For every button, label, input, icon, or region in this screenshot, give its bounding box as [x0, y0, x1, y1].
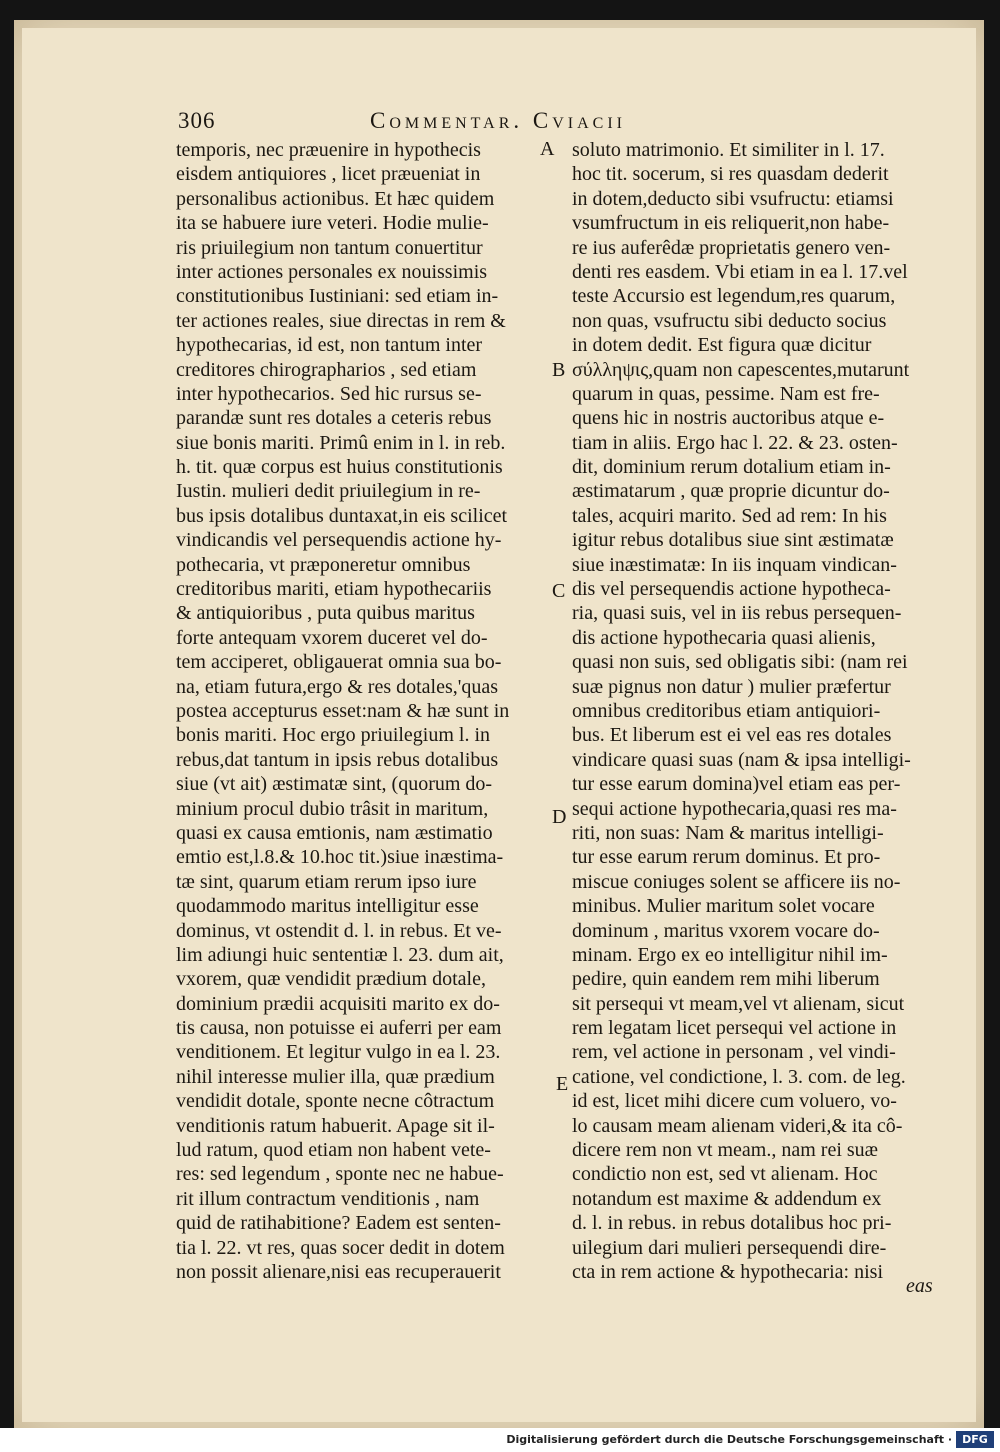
left-column-line: emtio est,l.8.& 10.hoc tit.)siue inæstima- [176, 846, 504, 869]
left-column-line: ris priuilegium non tantum conuertitur [176, 236, 483, 259]
right-column-line: lo causam meam alienam videri,& ita cô- [572, 1114, 903, 1137]
left-column-line: parandæ sunt res dotales a ceteris rebus [176, 407, 492, 430]
left-column-line: quasi ex causa emtionis, nam æstimatio [176, 821, 493, 844]
right-column-line: dis actione hypothecaria quasi alienis, [572, 626, 876, 649]
left-column-line: creditoribus mariti, etiam hypothecariis [176, 578, 492, 601]
right-column-line: hoc tit. socerum, si res quasdam dederit [572, 163, 889, 186]
left-column-line: minium procul dubio trâsit in maritum, [176, 797, 489, 820]
left-column-line: lim adiungi huic sententiæ l. 23. dum ait, [176, 943, 504, 966]
right-column-line: siue inæstimatæ: In iis inquam vindican- [572, 553, 897, 576]
margin-letter-b: B [552, 359, 566, 381]
left-column-line: venditionem. Et legitur vulgo in ea l. 23. [176, 1041, 501, 1064]
left-column-line: nihil interesse mulier illa, quæ prædium [176, 1065, 495, 1088]
left-column-line: ter actiones reales, siue directas in rem & [176, 309, 506, 332]
right-column-line: suæ pignus non datur ) mulier præfertur [572, 675, 891, 698]
right-column-line: sequi actione hypothecaria,quasi res ma- [572, 797, 897, 820]
right-column-line: æstimatarum , quæ proprie dicuntur do- [572, 480, 890, 503]
right-column-line: in dotem,deducto sibi vsufructu: etiamsi [572, 187, 894, 210]
right-column-line: notandum est maxime & addendum ex [572, 1187, 882, 1210]
right-column-line: dominum , maritus vxorem vocare do- [572, 919, 880, 942]
right-column-line: uilegium dari mulieri persequendi dire- [572, 1236, 887, 1259]
right-column-line: σύλληψις,quam non capescentes,mutarunt [572, 358, 910, 381]
left-column-line: siue (vt ait) æstimatæ sint, (quorum do- [176, 773, 493, 796]
right-column-line: quens hic in nostris auctoribus atque e- [572, 407, 885, 430]
left-column-line: & antiquioribus , puta quibus maritus [176, 602, 475, 625]
right-column-line: tur esse earum domina)vel etiam eas per- [572, 773, 901, 796]
footer-funding-text: Digitalisierung gefördert durch die Deutsche Forschungsgemeinschaft · [506, 1433, 952, 1446]
left-column-line: vxorem, quæ vendidit prædium dotale, [176, 968, 486, 991]
left-column-line: constitutionibus Iustiniani: sed etiam in- [176, 285, 499, 308]
left-column-line: eisdem antiquiores , licet præueniat in [176, 163, 481, 186]
right-column-line: ria, quasi suis, vel in iis rebus persequen- [572, 602, 902, 625]
margin-letter-c: C [552, 580, 566, 602]
left-column-line: vindicandis vel persequendis actione hy- [176, 529, 502, 552]
left-column-line: rebus,dat tantum in ipsis rebus dotalibus [176, 748, 499, 771]
right-column-line: dis vel persequendis actione hypotheca- [572, 578, 891, 601]
right-column-line: omnibus creditoribus etiam antiquiori- [572, 699, 881, 722]
left-column-line: bus ipsis dotalibus duntaxat,in eis scilicet [176, 504, 508, 527]
right-column-line: d. l. in rebus. in rebus dotalibus hoc pri- [572, 1212, 892, 1235]
right-column-line: cta in rem actione & hypothecaria: nisi [572, 1260, 883, 1283]
page-number: 306 [178, 108, 216, 133]
right-column-line: catione, vel condictione, l. 3. com. de leg. [572, 1065, 906, 1088]
right-column-line: vindicare quasi suas (nam & ipsa intelligi- [572, 748, 911, 771]
left-column-line: hypothecarias, id est, non tantum inter [176, 334, 483, 357]
left-column-line: pothecaria, vt præponeretur omnibus [176, 553, 471, 576]
left-column-line: inter hypothecarios. Sed hic rursus se- [176, 382, 482, 405]
right-column-line: riti, non suas: Nam & maritus intelligi- [572, 821, 884, 844]
left-column-line: tem acciperet, obligauerat omnia sua bo- [176, 651, 502, 674]
right-column-line: quarum in quas, pessime. Nam est fre- [572, 382, 880, 405]
right-column-line: miscue coniuges solent se afficere iis no- [572, 870, 901, 893]
right-column-line: tales, acquiri marito. Sed ad rem: In his [572, 504, 887, 527]
left-column-line: quodammodo maritus intelligitur esse [176, 895, 479, 918]
left-column-line: creditores chirographarios , sed etiam [176, 358, 477, 381]
left-column-line: vendidit dotale, sponte necne côtractum [176, 1090, 495, 1113]
left-column-line: rit illum contractum venditionis , nam [176, 1187, 480, 1210]
right-column-line: denti res easdem. Vbi etiam in ea l. 17.vel [572, 260, 908, 283]
right-column-line: vsumfructum in eis reliquerit,non habe- [572, 212, 890, 235]
left-text-column [176, 138, 546, 1284]
right-column-line: rem, vel actione in personam , vel vindi- [572, 1041, 896, 1064]
left-column-line: res: sed legendum , sponte nec ne habue- [176, 1163, 504, 1186]
right-column-line: re ius auferêdæ proprietatis genero ven- [572, 236, 891, 259]
margin-letter-e: E [556, 1073, 569, 1095]
right-column-line: minam. Ergo ex eo intelligitur nihil im- [572, 943, 888, 966]
left-column-line: personalibus actionibus. Et hæc quidem [176, 187, 495, 210]
right-column-line: quasi non suis, sed obligatis sibi: (nam rei [572, 651, 908, 674]
left-column-line: Iustin. mulieri dedit priuilegium in re- [176, 480, 481, 503]
right-column-line: minibus. Mulier maritum solet vocare [572, 895, 875, 918]
footer-bar [0, 1428, 1000, 1452]
right-column-line: condictio non est, sed vt alienam. Hoc [572, 1163, 878, 1186]
right-column-line: in dotem dedit. Est figura quæ dicitur [572, 334, 872, 357]
left-column-line: tia l. 22. vt res, quas socer dedit in dotem [176, 1236, 505, 1259]
left-column-line: bonis mariti. Hoc ergo priuilegium l. in [176, 724, 491, 747]
dfg-logo: DFG [956, 1431, 994, 1448]
right-column-line: dit, dominium rerum dotalium etiam in- [572, 456, 891, 479]
right-text-column [572, 138, 944, 1284]
left-column-line: tis causa, non potuisse ei auferri per eam [176, 1017, 502, 1040]
right-column-line: bus. Et liberum est ei vel eas res dotales [572, 724, 892, 747]
right-column-line: soluto matrimonio. Et similiter in l. 17. [572, 139, 885, 161]
left-column-line: non possit alienare,nisi eas recuperauerit [176, 1260, 501, 1283]
left-column-line: dominus, vt ostendit d. l. in rebus. Et ve- [176, 919, 502, 942]
left-column-line: lud ratum, quod etiam non habent vete- [176, 1139, 491, 1162]
right-column-line: dicere rem non vt meam., nam rei suæ [572, 1139, 879, 1162]
left-column-line: forte antequam vxorem duceret vel do- [176, 626, 488, 649]
left-column-line: dominium prædii acquisiti marito ex do- [176, 992, 500, 1015]
right-column-line: tur esse earum rerum dominus. Et pro- [572, 846, 881, 869]
left-column-line: tæ sint, quarum etiam rerum ipso iure [176, 870, 477, 893]
margin-letter-a: A [540, 138, 555, 160]
right-column-line: non quas, vsufructu sibi deducto socius [572, 309, 887, 332]
left-column-line: h. tit. quæ corpus est huius constitutionis [176, 456, 503, 479]
left-column-line: temporis, nec præuenire in hypothecis [176, 139, 481, 161]
right-column-line: teste Accursio est legendum,res quarum, [572, 285, 896, 308]
left-column-line: ita se habuere iure veteri. Hodie mulie- [176, 212, 489, 235]
catchword: eas [906, 1275, 933, 1297]
right-column-line: rem legatam licet persequi vel actione in [572, 1017, 897, 1040]
right-column-line: igitur rebus dotalibus siue sint æstimatæ [572, 529, 894, 552]
right-column-line: id est, licet mihi dicere cum voluero, vo- [572, 1090, 897, 1113]
margin-letter-d: D [552, 806, 567, 828]
right-column-line: tiam in aliis. Ergo hac l. 22. & 23. osten- [572, 431, 898, 454]
right-column-line: pedire, quin eandem rem mihi liberum [572, 968, 880, 991]
left-column-line: inter actiones personales ex nouissimis [176, 260, 488, 283]
left-column-line: venditionis ratum habuerit. Apage sit il- [176, 1114, 495, 1137]
left-column-line: postea accepturus esset:nam & hæ sunt in [176, 699, 510, 722]
running-title: Commentar. Cviacii [370, 108, 627, 133]
left-column-line: siue bonis mariti. Primû enim in l. in reb. [176, 431, 506, 454]
right-column-line: sit persequi vt meam,vel vt alienam, sicut [572, 992, 905, 1015]
left-column-line: na, etiam futura,ergo & res dotales,'quas [176, 675, 499, 698]
left-column-line: quid de ratihabitione? Eadem est senten- [176, 1212, 501, 1235]
